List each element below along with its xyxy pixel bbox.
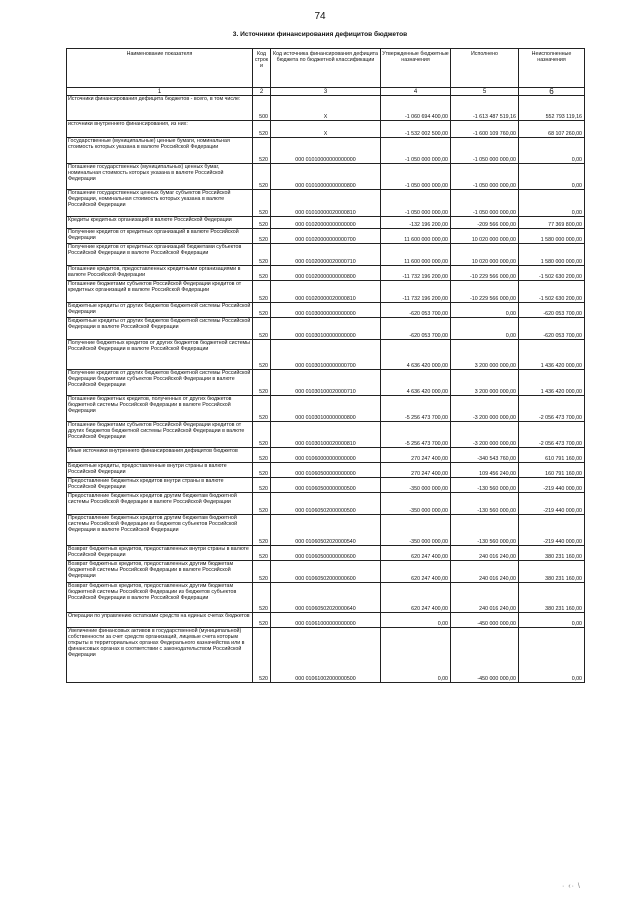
row-line-code: 500 bbox=[253, 96, 271, 121]
row-source-code: 000 01060502020000540 bbox=[271, 515, 381, 546]
row-executed: -10 229 566 000,00 bbox=[451, 266, 519, 281]
row-name: Погашение бюджетных кредитов, полученных от других бюджетов бюджетной системы Российской Федерации в валюте Российской Федерации bbox=[67, 396, 253, 422]
row-source-code: 000 01030100000000700 bbox=[271, 340, 381, 370]
row-approved: 620 247 400,00 bbox=[381, 583, 451, 613]
row-unexecuted: -620 053 700,00 bbox=[519, 318, 585, 340]
row-unexecuted: 68 107 260,00 bbox=[519, 121, 585, 138]
row-executed: -130 560 000,00 bbox=[451, 478, 519, 493]
row-executed: -450 000 000,00 bbox=[451, 628, 519, 683]
row-unexecuted: 380 231 160,00 bbox=[519, 561, 585, 583]
row-name: Государственные (муниципальные) ценные бумаги, номинальная стоимость которых указана в валюте Российской Федерации bbox=[67, 138, 253, 164]
row-executed: 3 200 000 000,00 bbox=[451, 340, 519, 370]
row-line-code: 520 bbox=[253, 370, 271, 396]
row-unexecuted: 1 436 420 000,00 bbox=[519, 340, 585, 370]
row-source-code: 000 01020000000000700 bbox=[271, 229, 381, 244]
row-approved: -1 050 000 000,00 bbox=[381, 190, 451, 217]
row-executed: -130 560 000,00 bbox=[451, 493, 519, 515]
table-row bbox=[67, 515, 585, 546]
row-unexecuted: 552 793 119,16 bbox=[519, 96, 585, 121]
row-line-code: 520 bbox=[253, 318, 271, 340]
table-body bbox=[67, 96, 585, 683]
row-approved: 620 247 400,00 bbox=[381, 561, 451, 583]
header-approved: Утвержденные бюджетные назначения bbox=[381, 49, 451, 88]
scan-mark: · ‹· \ bbox=[562, 883, 581, 890]
column-number: 1 bbox=[67, 88, 253, 96]
table-row bbox=[67, 583, 585, 613]
header-line-code: Код строк и bbox=[253, 49, 271, 88]
row-executed: -1 600 109 760,00 bbox=[451, 121, 519, 138]
row-source-code: 000 01030100000000000 bbox=[271, 318, 381, 340]
header-row bbox=[67, 49, 585, 88]
row-name: Погашение бюджетами субъектов Российской Федерации кредитов от других бюджетов бюджетной системы Российской Федерации в валюте Российской Федерации bbox=[67, 422, 253, 448]
row-source-code: 000 01020000000000800 bbox=[271, 266, 381, 281]
row-source-code: 000 01020000020000710 bbox=[271, 244, 381, 266]
row-source-code: 000 01030100020000810 bbox=[271, 422, 381, 448]
table-row bbox=[67, 396, 585, 422]
row-source-code: X bbox=[271, 121, 381, 138]
row-line-code: 520 bbox=[253, 515, 271, 546]
row-executed: 240 016 240,00 bbox=[451, 546, 519, 561]
row-approved: -1 050 000 000,00 bbox=[381, 138, 451, 164]
header-source-code: Код источника финансирования дефицита бюджета по бюджетной классификации bbox=[271, 49, 381, 88]
table-row bbox=[67, 229, 585, 244]
row-unexecuted: 610 791 160,00 bbox=[519, 448, 585, 463]
row-line-code: 520 bbox=[253, 229, 271, 244]
row-executed: 109 456 240,00 bbox=[451, 463, 519, 478]
row-source-code: 000 01030100020000710 bbox=[271, 370, 381, 396]
row-line-code: 520 bbox=[253, 303, 271, 318]
table-row bbox=[67, 628, 585, 683]
row-approved: -1 050 000 000,00 bbox=[381, 164, 451, 190]
row-name: Возврат бюджетных кредитов, предоставленных внутри страны в валюте Российской Федерации bbox=[67, 546, 253, 561]
row-source-code: 000 01010000020000810 bbox=[271, 190, 381, 217]
row-approved: -350 000 000,00 bbox=[381, 493, 451, 515]
table-row bbox=[67, 121, 585, 138]
row-approved: 270 247 400,00 bbox=[381, 463, 451, 478]
budget-deficit-sources-table bbox=[66, 48, 585, 683]
column-number: 4 bbox=[381, 88, 451, 96]
row-name: Бюджетные кредиты от других бюджетов бюджетной системы Российской Федерации bbox=[67, 303, 253, 318]
row-line-code: 520 bbox=[253, 121, 271, 138]
row-line-code: 520 bbox=[253, 628, 271, 683]
row-approved: -350 000 000,00 bbox=[381, 515, 451, 546]
row-name: Источники финансирования дефицита бюджетов - всего, в том числе: bbox=[67, 96, 253, 121]
table-row bbox=[67, 281, 585, 303]
row-executed: 10 020 000 000,00 bbox=[451, 244, 519, 266]
row-name: Кредиты кредитных организаций в валюте Российской Федерации bbox=[67, 217, 253, 229]
row-unexecuted: 0,00 bbox=[519, 628, 585, 683]
row-unexecuted: -2 056 473 700,00 bbox=[519, 422, 585, 448]
row-executed: -3 200 000 000,00 bbox=[451, 396, 519, 422]
row-line-code: 520 bbox=[253, 546, 271, 561]
table-row bbox=[67, 613, 585, 628]
column-number: 3 bbox=[271, 88, 381, 96]
row-approved: 0,00 bbox=[381, 613, 451, 628]
row-unexecuted: -219 440 000,00 bbox=[519, 478, 585, 493]
table-row bbox=[67, 478, 585, 493]
table-row bbox=[67, 422, 585, 448]
table-row bbox=[67, 463, 585, 478]
table-row bbox=[67, 370, 585, 396]
row-executed: -209 566 000,00 bbox=[451, 217, 519, 229]
section-title: 3. Источники финансирования дефицитов бюджетов bbox=[232, 31, 408, 38]
row-name: Погашение кредитов, предоставленных кредитными организациями в валюте Российской Федерации bbox=[67, 266, 253, 281]
row-name: Получение кредитов от других бюджетов бюджетной системы Российской Федерации бюджетами субъектов Российской Федерации в валюте Российской Федерации bbox=[67, 370, 253, 396]
row-source-code: X bbox=[271, 96, 381, 121]
row-executed: -1 050 000 000,00 bbox=[451, 164, 519, 190]
table-row bbox=[67, 138, 585, 164]
row-name: Погашение государственных (муниципальных) ценных бумаг, номинальная стоимость которых указана в валюте Российской Федерации bbox=[67, 164, 253, 190]
row-executed: 240 016 240,00 bbox=[451, 561, 519, 583]
row-line-code: 520 bbox=[253, 266, 271, 281]
table-row bbox=[67, 190, 585, 217]
row-approved: 0,00 bbox=[381, 628, 451, 683]
row-unexecuted: 1 580 000 000,00 bbox=[519, 229, 585, 244]
row-name: Увеличение финансовых активов в государственной (муниципальной) собственности за счет средств организаций, лицевые счета которым открыты в территориальных органах Федерального казначейства или в финансовых органах в соответствии с законодательством Российской Федерации bbox=[67, 628, 253, 683]
row-name: Погашение бюджетами субъектов Российской Федерации кредитов от кредитных организаций в валюте Российской Федерации bbox=[67, 281, 253, 303]
table-row bbox=[67, 493, 585, 515]
table-row bbox=[67, 217, 585, 229]
row-unexecuted: -219 440 000,00 bbox=[519, 493, 585, 515]
row-approved: -620 053 700,00 bbox=[381, 303, 451, 318]
row-source-code: 000 01060502020000640 bbox=[271, 583, 381, 613]
row-name: источники внутреннего финансирования, из них: bbox=[67, 121, 253, 138]
row-unexecuted: -1 502 630 200,00 bbox=[519, 266, 585, 281]
row-executed: -1 050 000 000,00 bbox=[451, 190, 519, 217]
row-source-code: 000 01020000020000810 bbox=[271, 281, 381, 303]
row-name: Погашение государственных ценных бумаг субъектов Российской Федерации, номинальная стоимость которых указана в валюте Российской Федерации bbox=[67, 190, 253, 217]
row-approved: -1 532 002 500,00 bbox=[381, 121, 451, 138]
row-approved: -1 060 694 400,00 bbox=[381, 96, 451, 121]
column-number: 5 bbox=[451, 88, 519, 96]
row-source-code: 000 01060500000000600 bbox=[271, 546, 381, 561]
row-source-code: 000 01060500000000000 bbox=[271, 463, 381, 478]
row-approved: 11 600 000 000,00 bbox=[381, 229, 451, 244]
row-executed: 3 200 000 000,00 bbox=[451, 370, 519, 396]
table-row bbox=[67, 561, 585, 583]
row-unexecuted: -1 502 630 200,00 bbox=[519, 281, 585, 303]
header-unexecuted: Неисполненные назначения bbox=[519, 49, 585, 88]
row-line-code: 520 bbox=[253, 422, 271, 448]
row-name: Предоставление бюджетных кредитов другим бюджетам бюджетной системы Российской Федерации в валюте Российской Федерации bbox=[67, 493, 253, 515]
row-approved: -11 732 196 200,00 bbox=[381, 266, 451, 281]
row-name: Бюджетные кредиты, предоставленные внутри страны в валюте Российской Федерации bbox=[67, 463, 253, 478]
row-executed: -340 543 760,00 bbox=[451, 448, 519, 463]
header-executed: Исполнено bbox=[451, 49, 519, 88]
row-line-code: 520 bbox=[253, 244, 271, 266]
row-unexecuted: -2 056 473 700,00 bbox=[519, 396, 585, 422]
row-unexecuted: 0,00 bbox=[519, 138, 585, 164]
row-approved: 270 247 400,00 bbox=[381, 448, 451, 463]
row-source-code: 000 01061002000000500 bbox=[271, 628, 381, 683]
table-row bbox=[67, 340, 585, 370]
row-name: Предоставление бюджетных кредитов другим бюджетам бюджетной системы Российской Федерации из бюджетов субъектов Российской Федерации в валюте Российской Федерации bbox=[67, 515, 253, 546]
row-unexecuted: 0,00 bbox=[519, 164, 585, 190]
table-row bbox=[67, 96, 585, 121]
row-approved: -5 256 473 700,00 bbox=[381, 422, 451, 448]
row-executed: 0,00 bbox=[451, 303, 519, 318]
row-source-code: 000 01010000000000800 bbox=[271, 164, 381, 190]
row-line-code: 520 bbox=[253, 396, 271, 422]
page-number: 74 bbox=[314, 11, 326, 22]
row-unexecuted: -219 440 000,00 bbox=[519, 515, 585, 546]
column-number: 2 bbox=[253, 88, 271, 96]
row-executed: -450 000 000,00 bbox=[451, 613, 519, 628]
table-row bbox=[67, 303, 585, 318]
row-line-code: 520 bbox=[253, 281, 271, 303]
row-executed: -1 050 000 000,00 bbox=[451, 138, 519, 164]
row-approved: 4 636 420 000,00 bbox=[381, 370, 451, 396]
row-approved: -620 053 700,00 bbox=[381, 318, 451, 340]
row-unexecuted: 380 231 160,00 bbox=[519, 546, 585, 561]
row-line-code: 520 bbox=[253, 164, 271, 190]
row-unexecuted: 380 231 160,00 bbox=[519, 583, 585, 613]
row-source-code: 000 01030000000000000 bbox=[271, 303, 381, 318]
table-row bbox=[67, 448, 585, 463]
row-source-code: 000 01060502000000600 bbox=[271, 561, 381, 583]
row-unexecuted: 1 580 000 000,00 bbox=[519, 244, 585, 266]
row-executed: -1 613 487 519,16 bbox=[451, 96, 519, 121]
row-unexecuted: -620 053 700,00 bbox=[519, 303, 585, 318]
row-unexecuted: 1 436 420 000,00 bbox=[519, 370, 585, 396]
table-row bbox=[67, 266, 585, 281]
row-approved: -11 732 196 200,00 bbox=[381, 281, 451, 303]
row-executed: -3 200 000 000,00 bbox=[451, 422, 519, 448]
row-unexecuted: 0,00 bbox=[519, 613, 585, 628]
row-source-code: 000 01010000000000000 bbox=[271, 138, 381, 164]
row-line-code: 520 bbox=[253, 448, 271, 463]
row-unexecuted: 160 791 160,00 bbox=[519, 463, 585, 478]
header-name: Наименование показателя bbox=[67, 49, 253, 88]
row-name: Получение бюджетных кредитов от других бюджетов бюджетной системы Российской Федерации в валюте Российской Федерации bbox=[67, 340, 253, 370]
row-source-code: 000 01060502000000500 bbox=[271, 493, 381, 515]
row-name: Операции по управлению остатками средств на единых счетах бюджетов bbox=[67, 613, 253, 628]
row-line-code: 520 bbox=[253, 561, 271, 583]
row-approved: 11 600 000 000,00 bbox=[381, 244, 451, 266]
row-approved: 620 247 400,00 bbox=[381, 546, 451, 561]
row-name: Предоставление бюджетных кредитов внутри страны в валюте Российской Федерации bbox=[67, 478, 253, 493]
row-executed: -130 560 000,00 bbox=[451, 515, 519, 546]
row-line-code: 520 bbox=[253, 613, 271, 628]
table-row bbox=[67, 546, 585, 561]
row-name: Получение кредитов от кредитных организаций в валюте Российской Федерации bbox=[67, 229, 253, 244]
row-source-code: 000 01030100000000800 bbox=[271, 396, 381, 422]
table-row bbox=[67, 244, 585, 266]
row-line-code: 520 bbox=[253, 138, 271, 164]
row-line-code: 520 bbox=[253, 583, 271, 613]
row-unexecuted: 0,00 bbox=[519, 190, 585, 217]
row-line-code: 520 bbox=[253, 217, 271, 229]
row-executed: 0,00 bbox=[451, 318, 519, 340]
row-line-code: 520 bbox=[253, 340, 271, 370]
row-source-code: 000 01020000000000000 bbox=[271, 217, 381, 229]
row-source-code: 000 01061000000000000 bbox=[271, 613, 381, 628]
column-number: 6 bbox=[519, 88, 585, 96]
row-source-code: 000 01060500000000500 bbox=[271, 478, 381, 493]
row-executed: -10 229 566 000,00 bbox=[451, 281, 519, 303]
row-line-code: 520 bbox=[253, 463, 271, 478]
row-line-code: 520 bbox=[253, 478, 271, 493]
table-row bbox=[67, 318, 585, 340]
row-unexecuted: 77 369 800,00 bbox=[519, 217, 585, 229]
row-line-code: 520 bbox=[253, 493, 271, 515]
row-line-code: 520 bbox=[253, 190, 271, 217]
row-executed: 240 016 240,00 bbox=[451, 583, 519, 613]
row-approved: -132 196 200,00 bbox=[381, 217, 451, 229]
row-executed: 10 020 000 000,00 bbox=[451, 229, 519, 244]
row-approved: -5 256 473 700,00 bbox=[381, 396, 451, 422]
row-name: Возврат бюджетных кредитов, предоставленных другим бюджетам бюджетной системы Российской Федерации из бюджетов субъектов Российской Федерации в валюте Российской Федерации bbox=[67, 583, 253, 613]
table-row bbox=[67, 164, 585, 190]
row-approved: -350 000 000,00 bbox=[381, 478, 451, 493]
row-source-code: 000 01060000000000000 bbox=[271, 448, 381, 463]
row-approved: 4 636 420 000,00 bbox=[381, 340, 451, 370]
column-number-row bbox=[67, 88, 585, 96]
row-name: Бюджетные кредиты от других бюджетов бюджетной системы Российской Федерации в валюте Российской Федерации bbox=[67, 318, 253, 340]
row-name: Иные источники внутреннего финансирования дефицитов бюджетов bbox=[67, 448, 253, 463]
row-name: Получение кредитов от кредитных организаций бюджетами субъектов Российской Федерации в валюте Российской Федерации bbox=[67, 244, 253, 266]
row-name: Возврат бюджетных кредитов, предоставленных другим бюджетам бюджетной системы Российской Федерации в валюте Российской Федерации bbox=[67, 561, 253, 583]
